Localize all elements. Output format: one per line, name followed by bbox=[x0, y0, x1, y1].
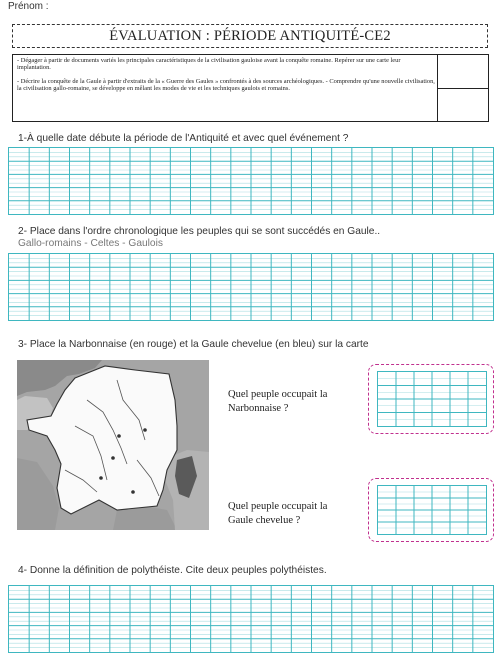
answer-box-narbonnaise[interactable] bbox=[368, 364, 494, 434]
page-title: ÉVALUATION : PÉRIODE ANTIQUITÉ-CE2 bbox=[12, 24, 488, 48]
question-3a bbox=[228, 388, 327, 416]
question-3-label: 3- Place la Narbonnaise (en rouge) et la Gaule chevelue (en bleu) sur la carte bbox=[18, 339, 369, 350]
question-1-label: 1-À quelle date débute la période de l'Antiquité et avec quel événement ? bbox=[18, 133, 349, 144]
answer-grid-3a bbox=[377, 371, 487, 427]
question-3a-line2: Narbonnaise ? bbox=[228, 403, 289, 414]
question-3b-line2: Gaule chevelue ? bbox=[228, 515, 301, 526]
question-3b bbox=[228, 500, 327, 528]
question-4-label: 4- Donne la définition de polythéiste. Cite deux peuples polythéistes. bbox=[18, 565, 327, 576]
question-3b-line1: Quel peuple occupait la bbox=[228, 501, 328, 512]
competences-box bbox=[12, 54, 489, 122]
word-list: Gallo-romains - Celtes - Gaulois bbox=[18, 238, 163, 249]
prenom-label: Prénom : bbox=[8, 1, 49, 12]
question-2-label: 2- Place dans l'ordre chronologique les peuples qui se sont succédés en Gaule.. bbox=[18, 226, 381, 237]
map-of-gaul[interactable] bbox=[17, 360, 209, 530]
competence-item-1: - Dégager à partir de documents variés les principales caractéristiques de la civilisation gauloise avant la conquête romaine. Repérer sur une carte leur implantation. bbox=[17, 57, 401, 72]
competences-text bbox=[17, 57, 435, 99]
competences-score-divider bbox=[437, 88, 488, 89]
answer-grid-1[interactable] bbox=[8, 147, 494, 215]
answer-grid-4[interactable] bbox=[8, 585, 494, 653]
answer-box-gaule-chevelue[interactable] bbox=[368, 478, 494, 542]
answer-grid-3b bbox=[377, 485, 487, 535]
answer-grid-2[interactable] bbox=[8, 253, 494, 321]
question-3a-line1: Quel peuple occupait la bbox=[228, 389, 328, 400]
competence-item-2: - Décrire la conquête de la Gaule à partir d'extraits de la « Guerre des Gaules » confrontés à des sources archéologiques. - Comprendre qu'une nouvelle civilisation, la civilisation gallo-romaine, se développe en mêlant les modes de vie et les techniques gaulois et romains. bbox=[17, 77, 435, 93]
